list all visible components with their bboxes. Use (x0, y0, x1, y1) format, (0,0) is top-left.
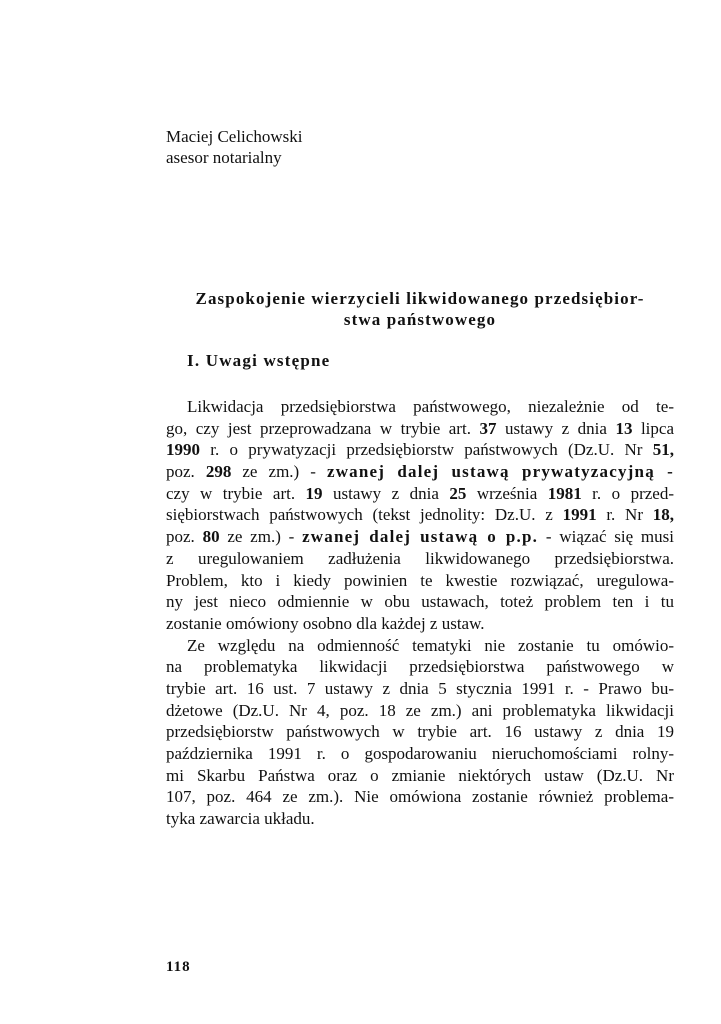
text-line: na problematyka likwidacji przedsiębiorstwa państwowego w (166, 657, 674, 677)
article-title-line-1: Zaspokojenie wierzycieli likwidowanego przedsiębior- (195, 289, 645, 308)
text-line: zostanie omówiony osobno dla każdej z ustaw. (166, 613, 485, 633)
author-name: Maciej Celichowski (166, 127, 303, 146)
section-heading: I. Uwagi wstępne (187, 351, 331, 370)
text-line: 1990 r. o prywatyzacji przedsiębiorstw państwowych (Dz.U. Nr 51, (166, 440, 674, 460)
text-line: Ze względu na odmienność tematyki nie zostanie tu omówio- (187, 635, 674, 655)
text-line: Likwidacja przedsiębiorstwa państwowego, niezależnie od te- (187, 397, 674, 416)
article-body (166, 396, 674, 830)
text-line: go, czy jest przeprowadzana w trybie art. 37 ustawy z dnia 13 lipca (166, 418, 674, 438)
text-line: przedsiębiorstw państwowych w trybie art. 16 ustawy z dnia 19 (166, 722, 674, 742)
text-line: Problem, kto i kiedy powinien te kwestie rozwiązać, uregulowa- (166, 570, 674, 590)
text-line: trybie art. 16 ust. 7 ustawy z dnia 5 stycznia 1991 r. - Prawo bu- (166, 678, 674, 698)
author-role: asesor notarialny (166, 148, 282, 167)
text-line: z uregulowaniem zadłużenia likwidowanego przedsiębiorstwa. (166, 548, 674, 568)
author-block (166, 126, 302, 168)
page-number: 118 (166, 959, 191, 975)
article-title (166, 288, 674, 330)
text-line: tyka zawarcia układu. (166, 809, 315, 829)
article-title-line-2: stwa państwowego (343, 310, 497, 329)
text-line: poz. 80 ze zm.) - zwanej dalej ustawą o p.p. - wiązać się musi (166, 527, 674, 547)
text-line: dżetowe (Dz.U. Nr 4, poz. 18 ze zm.) ani problematyka likwidacji (166, 700, 674, 720)
text-line: mi Skarbu Państwa oraz o zmianie niektórych ustaw (Dz.U. Nr (166, 765, 674, 785)
paragraph-1 (166, 396, 674, 635)
text-line: czy w trybie art. 19 ustawy z dnia 25 września 1981 r. o przed- (166, 483, 674, 503)
text-line: 107, poz. 464 ze zm.). Nie omówiona zostanie również problema- (166, 787, 674, 807)
text-line: poz. 298 ze zm.) - zwanej dalej ustawą prywatyzacyjną - (166, 462, 675, 482)
text-line: ny jest nieco odmiennie w obu ustawach, toteż problem ten i tu (166, 592, 674, 612)
text-line: października 1991 r. o gospodarowaniu nieruchomościami rolny- (166, 744, 674, 763)
text-line: siębiorstwach państwowych (tekst jednolity: Dz.U. z 1991 r. Nr 18, (166, 505, 674, 525)
paragraph-2 (166, 635, 674, 830)
